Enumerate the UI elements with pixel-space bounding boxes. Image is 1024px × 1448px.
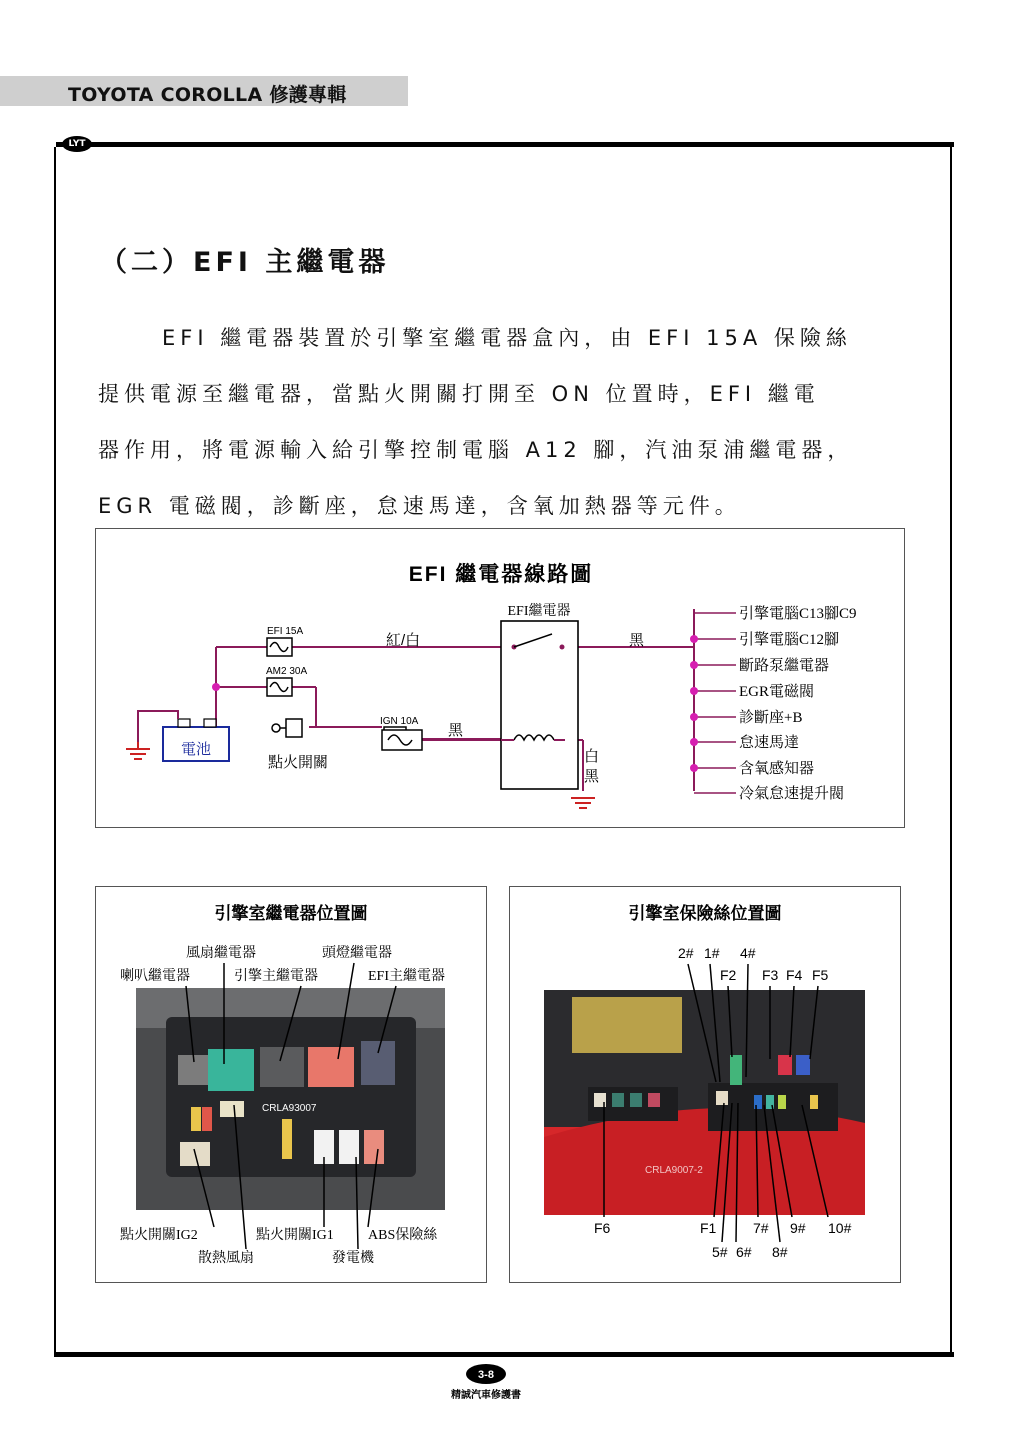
output-label: 斷路泵繼電器 (739, 658, 830, 674)
alternator-label: 發電機 (332, 1251, 374, 1266)
paragraph-line: 提供電源至繼電器，當點火開關打開至 ON 位置時，EFI 繼電 (98, 382, 820, 406)
ign-fuse-label: IGN 10A (380, 716, 419, 727)
relay-ground-icon (571, 798, 595, 808)
fuse-label-7: 7# (753, 1220, 769, 1236)
headlamp-relay-label: 頭燈繼電器 (322, 946, 392, 961)
fuse-location-figure (509, 886, 901, 1283)
fuse-label-4: 4# (740, 945, 756, 961)
page-header-title: TOYOTA COROLLA 修護專輯 (68, 84, 347, 106)
engine-main-relay-label: 引擎主繼電器 (234, 969, 318, 984)
fuse-label-f5: F5 (812, 967, 829, 983)
section-heading: （二）EFI 主繼電器 (100, 247, 390, 278)
wire-color-red-white: 紅/白 (386, 632, 421, 649)
wire-color-black: 黑 (629, 632, 645, 649)
fuse-location-svg (510, 887, 900, 1282)
am2-fuse-label: AM2 30A (266, 666, 308, 677)
relay-photo-code: CRLA93007 (262, 1103, 317, 1114)
fuse-box-photo (544, 990, 865, 1215)
battery-label: 電池 (180, 741, 212, 758)
fuse-label-6: 6# (736, 1244, 752, 1260)
efi-main-relay-label: EFI主繼電器 (368, 969, 445, 984)
output-label: 含氧感知器 (739, 761, 815, 777)
fuse-label-10: 10# (828, 1220, 852, 1236)
wiring-diagram (95, 528, 905, 828)
ig1-label: 點火開關IG1 (256, 1228, 334, 1243)
ground-icon (126, 742, 150, 759)
wiring-diagram-title: EFI 繼電器線路圖 (408, 563, 594, 586)
paragraph-line: EFI 繼電器裝置於引擎室繼電器盒內，由 EFI 15A 保險絲 (162, 326, 852, 350)
page-number-badge (438, 1362, 534, 1406)
relay-top-labels (120, 944, 445, 984)
ignition-switch-icon (272, 724, 280, 732)
body-paragraph (98, 310, 898, 534)
output-label: 引擎電腦C12腳 (739, 632, 840, 648)
wire-color-white: 白 (584, 748, 600, 765)
fuse-top-labels (678, 945, 829, 983)
efi-relay-label: EFI繼電器 (507, 604, 571, 619)
fan-relay-label: 風扇繼電器 (186, 946, 256, 961)
output-label: 引擎電腦C13腳C9 (739, 606, 857, 622)
output-label: 診斷座+B (739, 710, 803, 726)
fuse-label-1: 1# (704, 945, 720, 961)
fuse-label-f1: F1 (700, 1220, 717, 1236)
fuse-figure-title: 引擎室保險絲位置圖 (628, 904, 782, 923)
wire-color-black-ground: 黑 (584, 768, 600, 785)
output-labels (739, 604, 857, 802)
fuse-photo-code: CRLA9007-2 (645, 1165, 703, 1176)
fuse-label-f2: F2 (720, 967, 737, 983)
relay-location-svg (96, 887, 486, 1282)
page-number: 3-8 (478, 1369, 494, 1381)
abs-fuse-label: ABS保險絲 (368, 1228, 438, 1243)
bottom-rule (54, 1352, 954, 1357)
fuse-label-5: 5# (712, 1244, 728, 1260)
output-leads (694, 613, 736, 793)
paragraph-line: 器作用，將電源輸入給引擎控制電腦 A12 腳，汽油泵浦繼電器， (98, 438, 854, 462)
ig2-label: 點火開關IG2 (120, 1228, 198, 1243)
output-label: 怠速馬達 (739, 735, 800, 751)
paragraph-line: EGR 電磁閥，診斷座，怠速馬達，含氧加熱器等元件。 (98, 494, 741, 518)
relay-bottom-labels (120, 1227, 438, 1266)
relay-figure-title: 引擎室繼電器位置圖 (214, 904, 368, 923)
publisher-logo: LYT (62, 136, 92, 152)
fuse-label-f6: F6 (594, 1220, 611, 1236)
fuse-label-8: 8# (772, 1244, 788, 1260)
fuse-label-f3: F3 (762, 967, 779, 983)
output-label: 冷氣怠速提升閥 (739, 786, 845, 802)
relay-location-figure (95, 886, 487, 1283)
horn-relay-label: 喇叭繼電器 (120, 969, 190, 984)
fuse-label-2: 2# (678, 945, 694, 961)
radiator-fan-label: 散熱風扇 (198, 1251, 254, 1266)
output-label: EGR電磁閥 (739, 684, 815, 700)
fuse-label-9: 9# (790, 1220, 806, 1236)
publisher-name: 精誠汽車修護書 (451, 1390, 521, 1401)
ignition-switch-label: 點火開關 (268, 754, 329, 771)
wire-color-black-ign: 黑 (448, 722, 464, 739)
efi-fuse-label: EFI 15A (267, 626, 304, 637)
wiring-diagram-svg (96, 529, 904, 827)
fuse-label-f4: F4 (786, 967, 803, 983)
